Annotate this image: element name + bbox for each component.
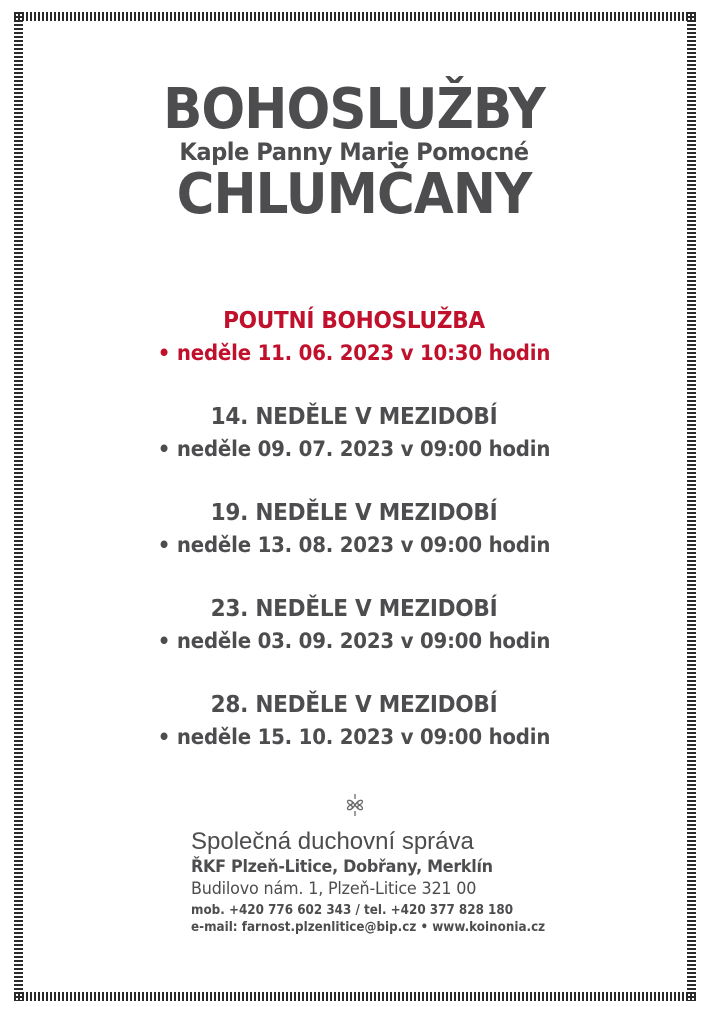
footer-organization: ŘKF Plzeň-Litice, Dobřany, Merklín bbox=[191, 857, 493, 877]
service-name: 23. NEDĚLE V MEZIDOBÍ bbox=[210, 596, 498, 622]
chapel-name: Kaple Panny Marie Pomocné bbox=[179, 138, 529, 166]
service-item bbox=[0, 497, 708, 593]
service-date: • neděle 15. 10. 2023 v 09:00 hodin bbox=[157, 725, 551, 749]
service-name: 19. NEDĚLE V MEZIDOBÍ bbox=[210, 500, 498, 526]
contact-footer bbox=[191, 828, 611, 935]
service-name: 28. NEDĚLE V MEZIDOBÍ bbox=[210, 692, 498, 718]
footer-contact: e-mail: farnost.plzenlitice@bip.cz • www.koinonia.cz bbox=[191, 920, 546, 935]
service-item bbox=[0, 305, 708, 401]
border-bottom bbox=[14, 992, 696, 1001]
footer-phone: mob. +420 776 602 343 / tel. +420 377 828 180 bbox=[191, 903, 514, 918]
border-top bbox=[14, 12, 696, 21]
service-item bbox=[0, 689, 708, 785]
page-title: BOHOSLUŽBY bbox=[163, 77, 545, 142]
service-date: • neděle 03. 09. 2023 v 09:00 hodin bbox=[157, 629, 551, 653]
place-name: CHLUMČANY bbox=[176, 162, 532, 227]
service-list bbox=[0, 305, 708, 785]
service-name: 14. NEDĚLE V MEZIDOBÍ bbox=[210, 404, 498, 430]
service-item bbox=[0, 401, 708, 497]
footer-title: Společná duchovní správa bbox=[191, 828, 474, 855]
service-date: • neděle 09. 07. 2023 v 09:00 hodin bbox=[157, 437, 551, 461]
service-item bbox=[0, 593, 708, 689]
service-name: POUTNÍ BOHOSLUŽBA bbox=[223, 308, 485, 334]
service-date: • neděle 13. 08. 2023 v 09:00 hodin bbox=[157, 533, 551, 557]
footer-address: Budilovo nám. 1, Plzeň-Litice 321 00 bbox=[191, 879, 477, 899]
service-date: • neděle 11. 06. 2023 v 10:30 hodin bbox=[157, 341, 551, 365]
poster-header bbox=[0, 78, 708, 227]
flourish-ornament-icon bbox=[340, 790, 370, 820]
